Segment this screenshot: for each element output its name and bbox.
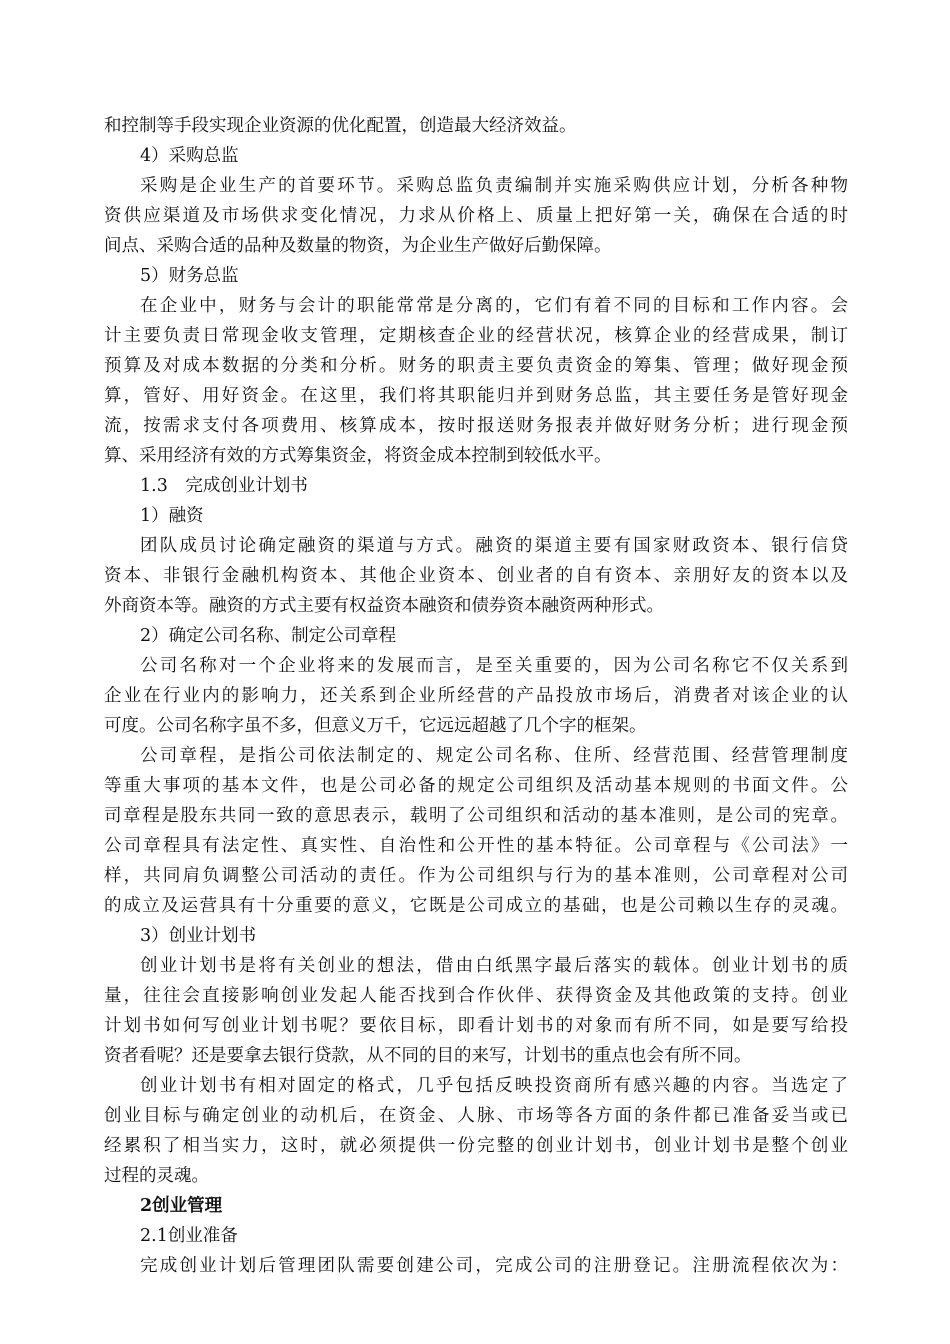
text-line: 团队成员讨论确定融资的渠道与方式。融资的渠道主要有国家财政资本、银行信贷 <box>140 536 848 556</box>
text-line: 和控制等手段实现企业资源的优化配置，创造最大经济效益。 <box>104 116 577 136</box>
text-line: 算，管好、用好资金。在这里，我们将其职能归并到财务总监，其主要任务是管好现金 <box>104 386 848 406</box>
text-line: 预算及对成本数据的分类和分析。财务的职责主要负责资金的筹集、管理；做好现金预 <box>104 356 848 376</box>
section-heading: 2创业管理 <box>140 1196 223 1216</box>
text-line: 资本、非银行金融机构资本、其他企业资本、创业者的自有资本、亲朋好友的资本以及 <box>104 566 848 586</box>
text-line: 外商资本等。融资的方式主要有权益资本融资和债券资本融资两种形式。 <box>104 596 664 616</box>
text-line: 可度。公司名称字虽不多，但意义万千，它远远超越了几个字的框架。 <box>104 716 647 736</box>
text-line: 资供应渠道及市场供求变化情况，力求从价格上、质量上把好第一关，确保在合适的时 <box>104 206 848 226</box>
text-line: 计划书如何写创业计划书呢？要依目标，即看计划书的对象而有所不同，如是要写给投 <box>104 1016 848 1036</box>
text-line: 2.1创业准备 <box>140 1226 238 1246</box>
text-line: 司章程是股东共同一致的意思表示，载明了公司组织和活动的基本准则，是公司的宪章。 <box>104 806 848 826</box>
text-line: 在企业中，财务与会计的职能常常是分离的，它们有着不同的目标和工作内容。会 <box>140 296 848 316</box>
text-line: 量，往往会直接影响创业发起人能否找到合作伙伴、获得资金及其他政策的支持。创业 <box>104 986 848 1006</box>
text-line: 创业目标与确定创业的动机后，在资金、人脉、市场等各方面的条件都已准备妥当或已 <box>104 1106 848 1126</box>
text-line: 经累积了相当实力，这时，就必须提供一份完整的创业计划书，创业计划书是整个创业 <box>104 1136 848 1156</box>
text-line: 3）创业计划书 <box>140 926 257 946</box>
text-line: 创业计划书有相对固定的格式，几乎包括反映投资商所有感兴趣的内容。当选定了 <box>140 1076 848 1096</box>
text-line: 的成立及运营具有十分重要的意义，它既是公司成立的基础，也是公司赖以生存的灵魂。 <box>104 896 848 916</box>
text-line: 2）确定公司名称、制定公司章程 <box>140 626 397 646</box>
text-line: 样，共同肩负调整公司活动的责任。作为公司组织与行为的基本准则，公司章程对公司 <box>104 866 848 886</box>
text-line: 间点、采购合适的品种及数量的物资，为企业生产做好后勤保障。 <box>104 236 612 256</box>
text-line: 1.3 完成创业计划书 <box>140 476 308 496</box>
text-line: 采购是企业生产的首要环节。采购总监负责编制并实施采购供应计划，分析各种物 <box>140 176 848 196</box>
text-line: 公司名称对一个企业将来的发展而言，是至关重要的，因为公司名称它不仅关系到 <box>140 656 848 676</box>
text-line: 资者看呢？还是要拿去银行贷款，从不同的目的来写，计划书的重点也会有所不同。 <box>104 1046 752 1066</box>
text-line: 公司章程具有法定性、真实性、自治性和公开性的基本特征。公司章程与《公司法》一 <box>104 836 848 856</box>
text-line: 企业在行业内的影响力，还关系到企业所经营的产品投放市场后，消费者对该企业的认 <box>104 686 848 706</box>
text-line: 过程的灵魂。 <box>104 1166 209 1186</box>
document-body <box>104 111 848 1281</box>
text-line: 流，按需求支付各项费用、核算成本，按时报送财务报表并做好财务分析；进行现金预 <box>104 416 848 436</box>
text-line: 创业计划书是将有关创业的想法，借由白纸黑字最后落实的载体。创业计划书的质 <box>140 956 848 976</box>
text-line: 等重大事项的基本文件，也是公司必备的规定公司组织及活动基本规则的书面文件。公 <box>104 776 848 796</box>
text-line: 算、采用经济有效的方式筹集资金，将资金成本控制到较低水平。 <box>104 446 612 466</box>
text-line: 计主要负责日常现金收支管理，定期核查企业的经营状况，核算企业的经营成果，制订 <box>104 326 848 346</box>
text-line: 1）融资 <box>140 506 204 526</box>
text-line: 5）财务总监 <box>140 266 239 286</box>
text-line: 4）采购总监 <box>140 146 239 166</box>
text-line: 完成创业计划后管理团队需要创建公司，完成公司的注册登记。注册流程依次为： <box>140 1256 848 1276</box>
text-line: 公司章程，是指公司依法制定的、规定公司名称、住所、经营范围、经营管理制度 <box>140 746 848 766</box>
